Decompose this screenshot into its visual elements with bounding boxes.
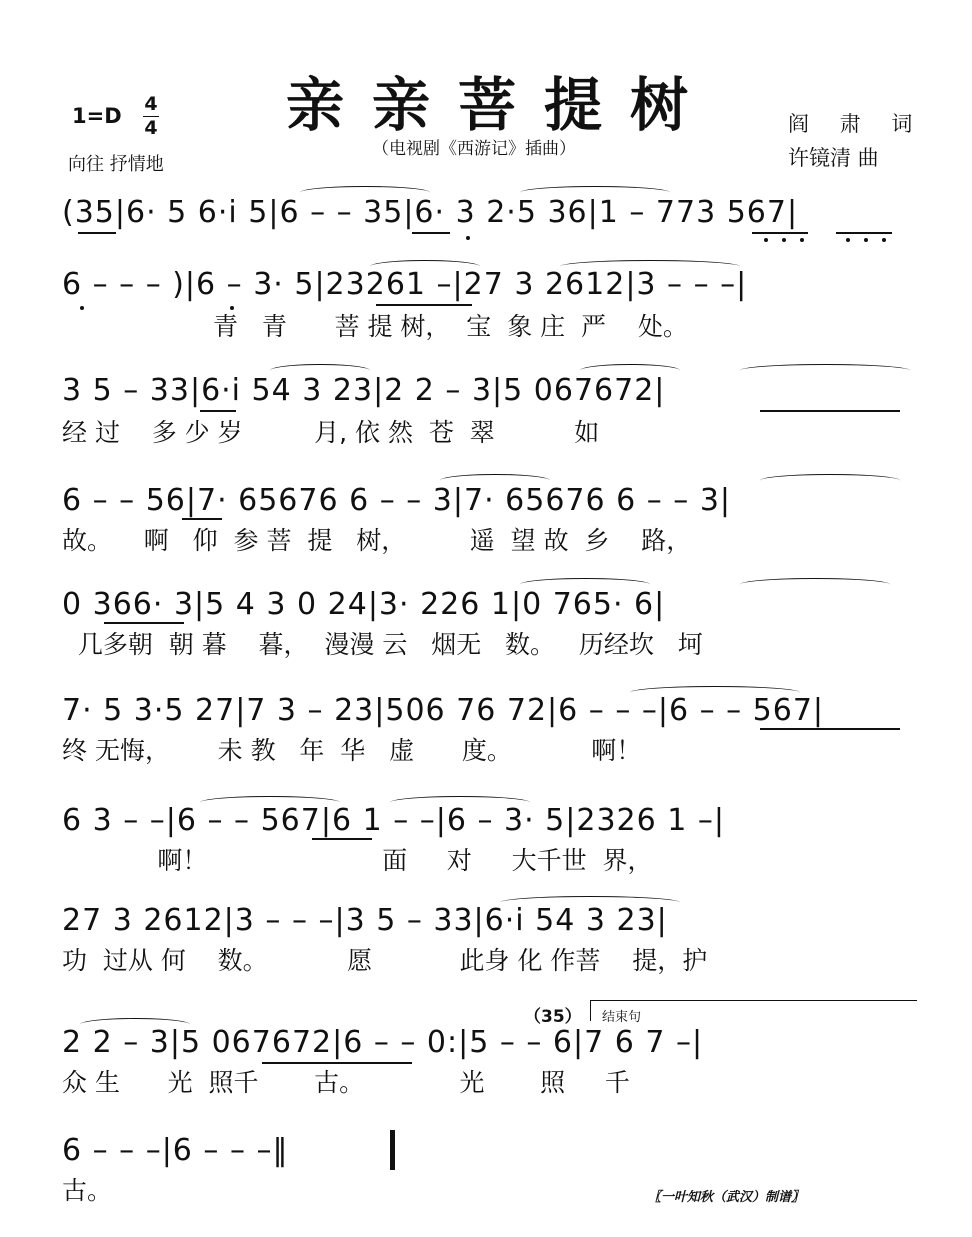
lyric-line-4: 故。 啊 仰 参 菩 提 树， 遥 望 故 乡 路，	[62, 526, 692, 555]
slur	[500, 896, 680, 909]
octave-dot	[800, 238, 804, 242]
notation-line-9: 2 2 – 3|5 067672|6 – – 0:|5 – – 6|7 6 7 –|	[62, 1025, 704, 1060]
slur	[200, 796, 340, 809]
slur	[520, 578, 650, 591]
slur	[740, 578, 890, 591]
beam	[200, 410, 236, 412]
lyric-line-9: 众 生 光 照千 古。 光 照 千	[62, 1068, 630, 1097]
repeat-mark: （35）	[524, 1007, 582, 1027]
tempo-marking: 向往 抒情地	[68, 154, 164, 175]
lyric-line-2: 青 青 菩 提 树， 宝 象 庄 严 处。	[62, 312, 688, 341]
slur	[760, 474, 900, 487]
octave-dot	[80, 306, 84, 310]
lyric-line-5: 几多朝 朝 暮 暮， 漫漫 云 烟无 数。 历经坎 坷	[62, 630, 703, 659]
notation-line-10: 6 – – –|6 – – –‖	[62, 1133, 289, 1168]
slur	[580, 364, 680, 377]
time-denominator: 4	[144, 117, 158, 139]
beam	[262, 1062, 412, 1064]
notation-line-8: 27 3 2612|3 – – –|3 5 – 33|6·i 54 3 23|	[62, 903, 668, 938]
beam	[752, 232, 808, 234]
notation-line-4: 6 – – 56|7· 65676 6 – – 3|7· 65676 6 – – 3|	[62, 483, 732, 518]
octave-dot	[466, 236, 470, 240]
slur	[630, 686, 800, 699]
notation-line-5: 0 366· 3|5 4 3 0 24|3· 226 1|0 765· 6|	[62, 587, 666, 622]
octave-dot	[846, 238, 850, 242]
time-signature	[143, 94, 159, 139]
octave-dot	[782, 238, 786, 242]
slur	[740, 364, 910, 377]
beam	[760, 410, 900, 412]
octave-dot	[230, 306, 234, 310]
lyric-line-6: 终 无悔， 未 教 年 华 虚 度。 啊！	[62, 736, 642, 765]
final-barline	[390, 1130, 395, 1170]
lyric-line-10: 古。	[62, 1176, 113, 1205]
slur	[520, 186, 670, 199]
beam	[78, 232, 116, 234]
slur	[270, 364, 370, 377]
octave-dot	[882, 238, 886, 242]
ending-label: 结束句	[602, 1010, 642, 1025]
slur	[370, 260, 480, 273]
beam	[182, 518, 222, 520]
song-title: 亲亲菩提树	[286, 71, 717, 139]
subtitle: （电视剧《西游记》插曲）	[372, 139, 576, 159]
beam	[312, 838, 372, 840]
slur	[440, 474, 550, 487]
slur	[390, 796, 530, 809]
lyric-line-8: 功 过从 何 数。 愿 此身 化 作菩 提，护	[62, 946, 708, 975]
notation-line-2: 6 – – – )|6 – 3· 5|23261 –|27 3 2612|3 – – –|	[62, 267, 748, 302]
notation-line-3: 3 5 – 33|6·i 54 3 23|2 2 – 3|5 067672|	[62, 373, 666, 408]
beam	[836, 232, 892, 234]
slur	[560, 260, 740, 273]
octave-dot	[864, 238, 868, 242]
octave-dot	[764, 238, 768, 242]
beam	[760, 728, 900, 730]
key-signature: 1=D	[72, 104, 122, 128]
notation-line-1: (35|6· 5 6·i 5|6 – – 35|6· 3 2·5 36|1 – 773 567|	[62, 195, 799, 230]
notation-line-6: 7· 5 3·5 27|7 3 – 23|506 76 72|6 – – –|6 – – 567|	[62, 693, 825, 728]
notation-line-7: 6 3 – –|6 – – 567|6 1 – –|6 – 3· 5|2326 1 –|	[62, 803, 725, 838]
slur	[300, 186, 430, 199]
lyric-line-3: 经 过 多 少 岁 月, 依 然 苍 翠 如	[62, 418, 600, 447]
credit: 〖一叶知秋（武汉）制谱〗	[648, 1190, 805, 1205]
lyricist: 阎 肃 词	[788, 112, 925, 136]
beam	[104, 622, 184, 624]
time-numerator: 4	[144, 93, 158, 115]
composer: 许镜清 曲	[788, 146, 879, 170]
lyric-line-7: 啊！ 面 对 大千世 界，	[62, 846, 653, 875]
beam	[412, 232, 450, 234]
beam	[376, 304, 472, 306]
slur	[80, 1018, 190, 1031]
